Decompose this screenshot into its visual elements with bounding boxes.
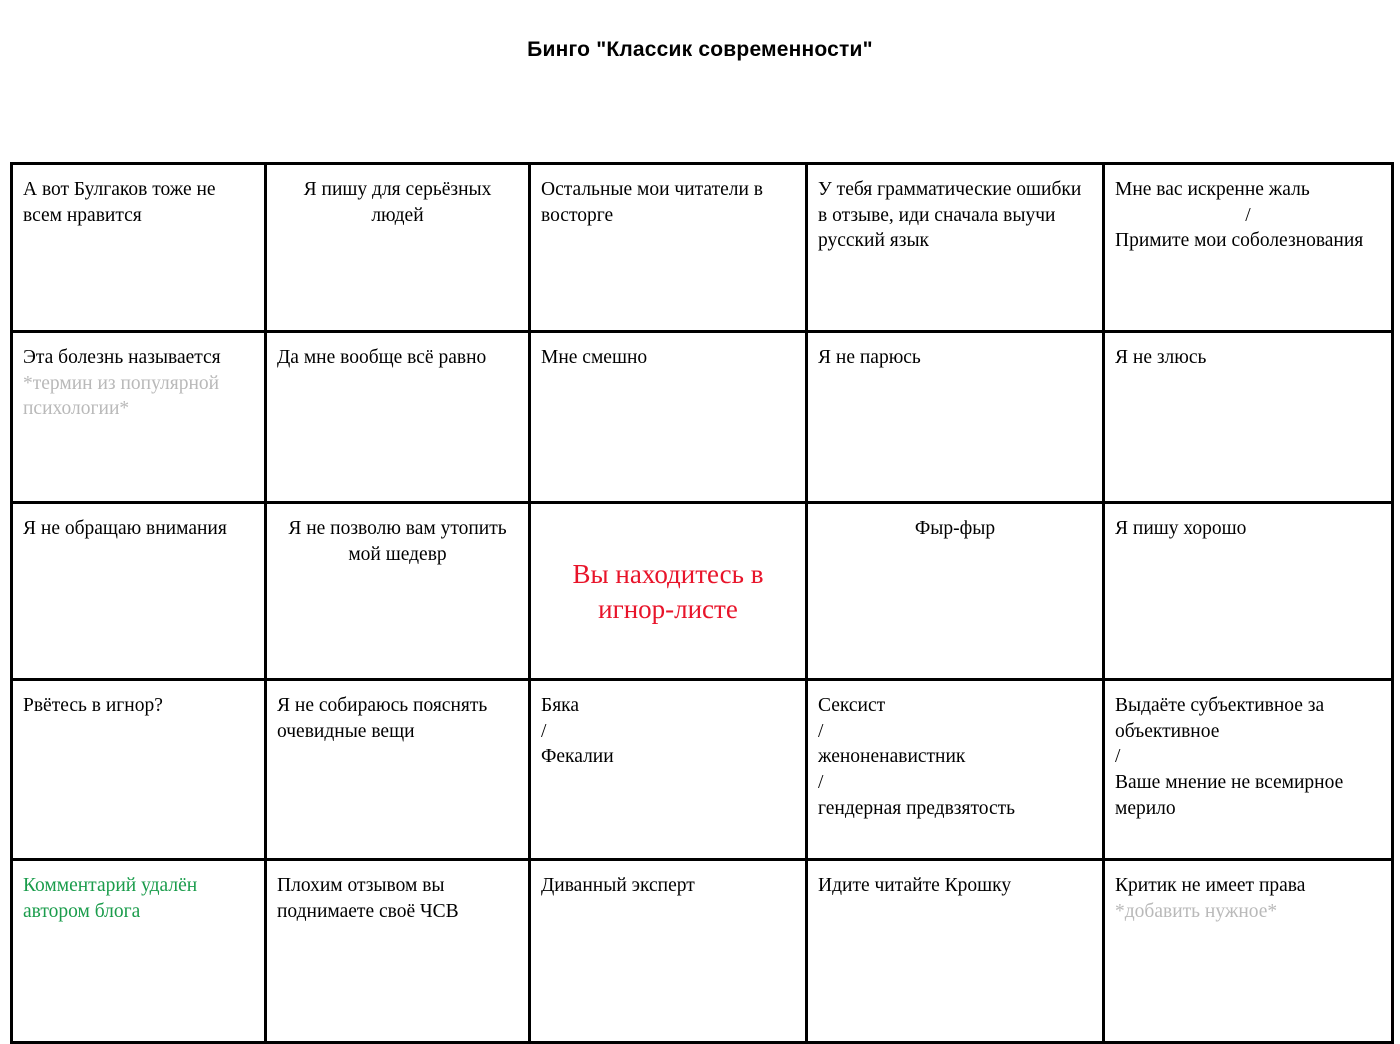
bingo-cell-r0c4[interactable] <box>1104 164 1393 332</box>
bingo-cell-text: Комментарий удалён автором блога <box>23 875 198 922</box>
bingo-grid-container <box>10 162 1391 1044</box>
bingo-cell-text: Я пишу хорошо <box>1115 518 1247 539</box>
bingo-cell-text: Я не обращаю внимания <box>23 518 227 539</box>
bingo-cell-text: А вот Булгаков тоже не всем нравится <box>23 179 216 226</box>
bingo-cell-text: У тебя грамматические ошибки в отзыве, иди сначала выучи русский язык <box>818 179 1082 252</box>
bingo-cell-text: Критик не имеет права <box>1115 875 1306 896</box>
table-row <box>12 503 1393 680</box>
table-row <box>12 860 1393 1043</box>
bingo-cell-text: Остальные мои читатели в восторге <box>541 179 763 226</box>
bingo-cell-text: Эта болезнь называется <box>23 347 221 368</box>
bingo-cell-text: Я не позволю вам утопить мой шедевр <box>288 518 507 565</box>
bingo-cell-r4c3[interactable] <box>807 860 1104 1043</box>
bingo-cell-r1c2[interactable] <box>530 332 807 503</box>
bingo-table <box>10 162 1394 1044</box>
table-row <box>12 164 1393 332</box>
bingo-cell-text: Я не злюсь <box>1115 347 1207 368</box>
bingo-cell-text-line1: Выдаёте субъективное за объективное <box>1115 695 1325 742</box>
bingo-cell-free-space[interactable] <box>530 503 807 680</box>
bingo-cell-r4c2[interactable] <box>530 860 807 1043</box>
bingo-cell-text-line2: Примите мои соболезнования <box>1115 230 1364 252</box>
bingo-cell-r1c1[interactable] <box>266 332 530 503</box>
bingo-cell-separator: / <box>1115 746 1121 768</box>
bingo-cell-r1c4[interactable] <box>1104 332 1393 503</box>
bingo-cell-r3c3[interactable] <box>807 680 1104 860</box>
bingo-cell-r4c1[interactable] <box>266 860 530 1043</box>
table-row <box>12 332 1393 503</box>
bingo-cell-text: Я не собираюсь пояснять очевидные вещи <box>277 695 488 742</box>
bingo-cell-text-line1: Мне вас искренне жаль <box>1115 179 1310 200</box>
bingo-cell-text-placeholder: *термин из популярной психологии* <box>23 372 220 420</box>
bingo-cell-separator: / <box>818 720 824 742</box>
bingo-cell-text: Я пишу для серьёзных людей <box>303 179 492 226</box>
bingo-cell-r4c4[interactable] <box>1104 860 1393 1043</box>
bingo-cell-text-line2: Ваше мнение не всемирное мерило <box>1115 772 1344 819</box>
bingo-cell-r2c1[interactable] <box>266 503 530 680</box>
bingo-cell-r2c3[interactable] <box>807 503 1104 680</box>
bingo-page <box>0 38 1400 948</box>
bingo-cell-r0c2[interactable] <box>530 164 807 332</box>
bingo-cell-r4c0[interactable] <box>12 860 266 1043</box>
bingo-cell-r2c0[interactable] <box>12 503 266 680</box>
bingo-cell-text: Рвётесь в игнор? <box>23 695 163 716</box>
bingo-cell-r3c1[interactable] <box>266 680 530 860</box>
bingo-cell-r0c0[interactable] <box>12 164 266 332</box>
bingo-cell-separator: / <box>541 720 547 742</box>
free-space-text: Вы находитесь в игнор-листе <box>572 558 764 624</box>
bingo-cell-r0c1[interactable] <box>266 164 530 332</box>
bingo-cell-separator: / <box>1245 204 1251 226</box>
bingo-cell-r2c4[interactable] <box>1104 503 1393 680</box>
bingo-cell-text: Плохим отзывом вы поднимаете своё ЧСВ <box>277 875 459 922</box>
bingo-cell-text-line3: гендерная предвзятость <box>818 797 1016 819</box>
bingo-cell-r3c4[interactable] <box>1104 680 1393 860</box>
bingo-cell-r1c3[interactable] <box>807 332 1104 503</box>
bingo-cell-text: Я не парюсь <box>818 347 921 368</box>
bingo-cell-text: Диванный эксперт <box>541 875 695 896</box>
bingo-cell-text-line2: женоненавистник <box>818 746 966 768</box>
bingo-cell-text-line1: Бяка <box>541 695 580 716</box>
bingo-cell-text: Да мне вообще всё равно <box>277 347 487 368</box>
bingo-cell-text-line2: Фекалии <box>541 746 614 768</box>
bingo-cell-text-line1: Сексист <box>818 695 886 716</box>
bingo-cell-separator: / <box>818 772 824 794</box>
bingo-cell-text: Мне смешно <box>541 347 648 368</box>
bingo-cell-r0c3[interactable] <box>807 164 1104 332</box>
table-row <box>12 680 1393 860</box>
bingo-cell-text-placeholder: *добавить нужное* <box>1115 900 1278 922</box>
bingo-cell-text: Идите читайте Крошку <box>818 875 1012 896</box>
page-title: Бинго "Классик современности" <box>527 38 873 61</box>
bingo-cell-text: Фыр-фыр <box>914 518 996 539</box>
bingo-cell-r1c0[interactable] <box>12 332 266 503</box>
bingo-cell-r3c2[interactable] <box>530 680 807 860</box>
bingo-cell-r3c0[interactable] <box>12 680 266 860</box>
